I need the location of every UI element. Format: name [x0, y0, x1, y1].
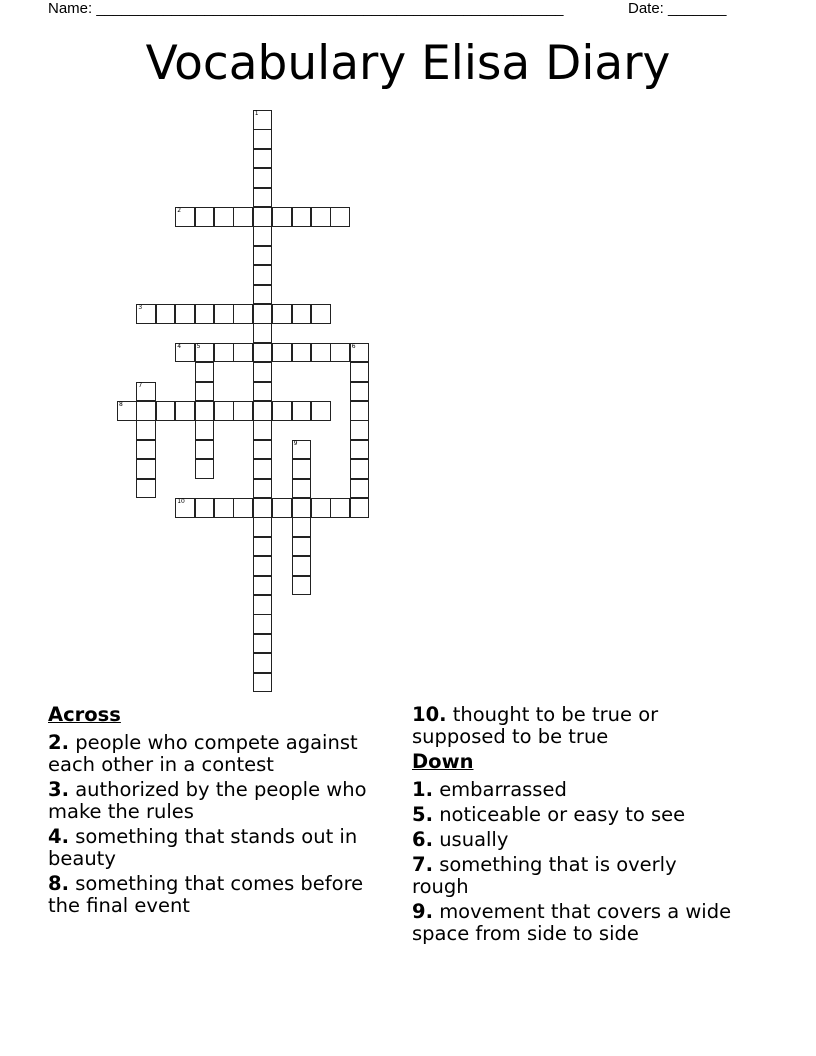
across-clue-4: [48, 826, 388, 870]
grid-cell[interactable]: [292, 576, 312, 596]
grid-cell[interactable]: [272, 401, 292, 421]
grid-cell[interactable]: [253, 401, 273, 421]
clue-number: 9.: [412, 900, 433, 923]
grid-cell[interactable]: [292, 207, 312, 227]
name-field-label: Name: ________________________________________________________: [48, 0, 564, 17]
grid-cell[interactable]: [350, 479, 370, 499]
grid-cell[interactable]: [136, 382, 156, 402]
across-heading: Across: [48, 703, 121, 726]
page-title: Vocabulary Elisa Diary: [145, 36, 671, 91]
cell-number: 2: [177, 207, 182, 214]
clue-number: 7.: [412, 853, 433, 876]
clue-number: 2.: [48, 731, 69, 754]
clue-text: usually: [439, 828, 509, 851]
grid-cell[interactable]: [214, 207, 234, 227]
grid-cell[interactable]: [214, 401, 234, 421]
grid-cell[interactable]: [175, 207, 195, 227]
cell-number: 7: [138, 381, 143, 389]
clue-number: 1.: [412, 778, 433, 801]
grid-cell[interactable]: [253, 382, 273, 402]
grid-cell[interactable]: [253, 304, 273, 324]
grid-cell[interactable]: [253, 673, 273, 693]
cell-number: 3: [138, 304, 143, 311]
grid-cell[interactable]: [272, 498, 292, 518]
grid-cell[interactable]: [195, 343, 215, 363]
grid-cell[interactable]: [350, 420, 370, 440]
grid-cell[interactable]: [214, 304, 234, 324]
clue-number: 8.: [48, 872, 69, 895]
grid-cell[interactable]: [253, 420, 273, 440]
grid-cell[interactable]: [195, 440, 215, 460]
grid-cell[interactable]: [330, 207, 350, 227]
grid-cell[interactable]: [253, 440, 273, 460]
grid-cell[interactable]: [253, 517, 273, 537]
grid-cell[interactable]: [253, 265, 273, 285]
grid-cell[interactable]: [350, 362, 370, 382]
clue-text: movement that covers a wide space from side to side: [412, 900, 732, 945]
cell-number: 10: [177, 498, 185, 505]
grid-cell[interactable]: [195, 362, 215, 382]
clue-number: 10.: [412, 703, 447, 726]
grid-cell[interactable]: [214, 343, 234, 363]
grid-cell[interactable]: [253, 149, 273, 169]
clues-left-column: [48, 704, 388, 920]
grid-cell[interactable]: [350, 440, 370, 460]
clue-number: 4.: [48, 825, 69, 848]
grid-cell[interactable]: [253, 129, 273, 149]
cell-number: 6: [351, 342, 356, 350]
grid-cell[interactable]: [233, 498, 253, 518]
grid-cell[interactable]: [350, 382, 370, 402]
grid-cell[interactable]: [253, 226, 273, 246]
clue-number: 6.: [412, 828, 433, 851]
grid-cell[interactable]: [272, 207, 292, 227]
grid-cell[interactable]: [253, 459, 273, 479]
down-clue-1: [412, 779, 732, 801]
clue-text: something that comes before the final event: [48, 872, 364, 917]
clue-number: 5.: [412, 803, 433, 826]
grid-cell[interactable]: [292, 343, 312, 363]
grid-cell[interactable]: [136, 459, 156, 479]
grid-cell[interactable]: [136, 420, 156, 440]
grid-cell[interactable]: [253, 537, 273, 557]
clue-text: something that is overly rough: [412, 853, 677, 898]
grid-cell[interactable]: [195, 498, 215, 518]
grid-cell[interactable]: [175, 401, 195, 421]
grid-cell[interactable]: [292, 556, 312, 576]
grid-cell[interactable]: [311, 498, 331, 518]
grid-cell[interactable]: [195, 420, 215, 440]
across-clue-3: [48, 779, 388, 823]
cell-number: 8: [119, 401, 123, 408]
grid-cell[interactable]: [350, 343, 370, 363]
grid-cell[interactable]: [253, 614, 273, 634]
clue-number: 3.: [48, 778, 69, 801]
grid-cell[interactable]: [156, 401, 176, 421]
cell-number: 9: [293, 439, 298, 447]
grid-cell[interactable]: [253, 207, 273, 227]
grid-cell[interactable]: [253, 110, 273, 130]
grid-cell[interactable]: [253, 556, 273, 576]
grid-cell[interactable]: [292, 517, 312, 537]
grid-cell[interactable]: [311, 343, 331, 363]
clue-text: embarrassed: [439, 778, 567, 801]
grid-cell[interactable]: [195, 459, 215, 479]
grid-cell[interactable]: [156, 304, 176, 324]
grid-cell[interactable]: [233, 343, 253, 363]
across-clue-8: [48, 873, 388, 917]
grid-cell[interactable]: [136, 304, 156, 324]
grid-cell[interactable]: [311, 401, 331, 421]
grid-cell[interactable]: [195, 382, 215, 402]
grid-cell[interactable]: [195, 207, 215, 227]
grid-cell[interactable]: [253, 653, 273, 673]
across-clue-10: [412, 704, 732, 748]
cell-number: 4: [177, 342, 182, 350]
grid-cell[interactable]: [195, 401, 215, 421]
grid-cell[interactable]: [136, 440, 156, 460]
down-heading: Down: [412, 750, 474, 773]
grid-cell[interactable]: [292, 537, 312, 557]
grid-cell[interactable]: [311, 207, 331, 227]
clue-text: something that stands out in beauty: [48, 825, 358, 870]
down-clue-7: [412, 854, 732, 898]
down-clue-9: [412, 901, 732, 945]
grid-cell[interactable]: [195, 304, 215, 324]
grid-cell[interactable]: [233, 207, 253, 227]
date-field-label: Date: _______: [628, 0, 727, 17]
down-clue-5: [412, 804, 732, 826]
grid-cell[interactable]: [272, 304, 292, 324]
grid-cell[interactable]: [330, 343, 350, 363]
grid-cell[interactable]: [292, 459, 312, 479]
clue-text: noticeable or easy to see: [439, 803, 686, 826]
grid-cell[interactable]: [253, 323, 273, 343]
grid-cell[interactable]: [253, 498, 273, 518]
clue-text: people who compete against each other in a contest: [48, 731, 358, 776]
grid-cell[interactable]: [350, 459, 370, 479]
grid-cell[interactable]: [136, 401, 156, 421]
grid-cell[interactable]: [175, 343, 195, 363]
grid-cell[interactable]: [253, 168, 273, 188]
grid-cell[interactable]: [350, 498, 370, 518]
grid-cell[interactable]: [292, 401, 312, 421]
clue-text: thought to be true or supposed to be true: [412, 703, 659, 748]
grid-cell[interactable]: [253, 188, 273, 208]
grid-cell[interactable]: [253, 634, 273, 654]
grid-cell[interactable]: [311, 304, 331, 324]
clue-text: authorized by the people who make the rules: [48, 778, 367, 823]
clues-right-column: [412, 704, 732, 948]
grid-cell[interactable]: [253, 285, 273, 305]
grid-cell[interactable]: [253, 343, 273, 363]
grid-cell[interactable]: [117, 401, 137, 421]
grid-cell[interactable]: [136, 479, 156, 499]
grid-cell[interactable]: [292, 498, 312, 518]
grid-cell[interactable]: [253, 479, 273, 499]
grid-cell[interactable]: [233, 401, 253, 421]
cell-number: 1: [254, 110, 259, 117]
grid-cell[interactable]: [175, 304, 195, 324]
across-clue-2: [48, 732, 388, 776]
grid-cell[interactable]: [350, 401, 370, 421]
grid-cell[interactable]: [253, 576, 273, 596]
grid-cell[interactable]: [233, 304, 253, 324]
down-clue-6: [412, 829, 732, 851]
grid-cell[interactable]: [253, 246, 273, 266]
grid-cell[interactable]: [292, 440, 312, 460]
grid-cell[interactable]: [214, 498, 234, 518]
grid-cell[interactable]: [272, 343, 292, 363]
grid-cell[interactable]: [253, 362, 273, 382]
grid-cell[interactable]: [253, 595, 273, 615]
grid-cell[interactable]: [175, 498, 195, 518]
grid-cell[interactable]: [292, 479, 312, 499]
grid-cell[interactable]: [330, 498, 350, 518]
grid-cell[interactable]: [292, 304, 312, 324]
cell-number: 5: [196, 342, 201, 350]
